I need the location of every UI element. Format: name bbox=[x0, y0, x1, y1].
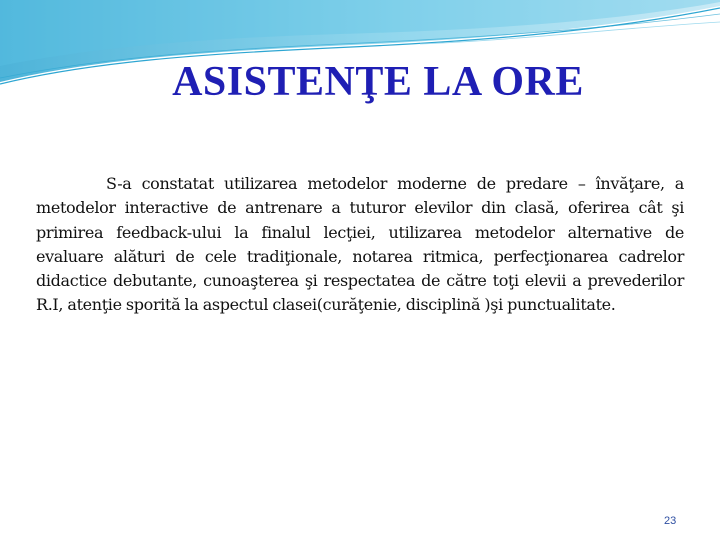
slide-body-text: S-a constatat utilizarea metodelor moderne de predare – învăţare, a metodelor interactive de antrenare a tuturor elevilor din clasă, oferirea cât şi primirea feedback-ului la finalul lecţiei, utilizarea metodelor alternative de evaluare alături de cele tradiţionale, notarea ritmica, perfecţionarea cadrelor didactice debutante, cunoaşterea şi respectatea de către toţi elevii a prevederilor R.I, atenţie sporită la aspectul clasei(curăţenie, disciplină )şi punctualitate. bbox=[36, 174, 684, 315]
slide-title: ASISTENŢE LA ORE bbox=[172, 59, 584, 105]
page-number: 23 bbox=[664, 515, 677, 527]
